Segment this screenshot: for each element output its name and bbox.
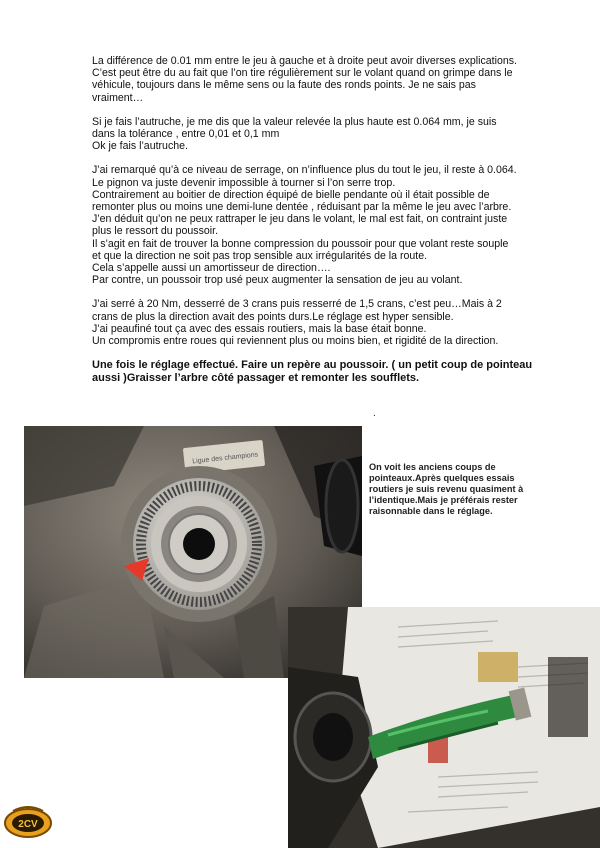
text-line: véhicule, toujours dans le même sens ou la faute des ronds points. Je ne sais pas [92,79,476,92]
text-line: J’en déduit qu’on ne peux rattraper le jeu dans le volant, le mal est fait, on contraint juste [92,213,508,226]
stray-dot: . [373,408,376,419]
text-line: Si je fais l’autruche, je me dis que la valeur relevée la plus haute est 0.064 mm, je suis [92,115,497,128]
text-line: Ok je fais l’autruche. [92,140,188,153]
logo-mark [3,801,53,841]
text-line: remonter plus ou moins une demi-lune dentée , réduisant par la même le jeu avec l’arbre. [92,201,512,214]
paragraph-3 [92,164,562,286]
caption-line: l’identique.Mais je préférais rester [369,495,518,505]
paragraph-2 [92,116,562,153]
caption-line: routiers je suis revenu quasiment à [369,484,524,494]
photo-caption [369,462,539,517]
text-line: vraiment… [92,91,144,104]
text-line: J’ai serré à 20 Nm, desserré de 3 crans puis resserré de 1,5 crans, c’est peu…Mais à 2 [92,298,502,311]
paragraph-1 [92,55,562,104]
main-text [92,55,562,397]
caption-line: pointeaux.Après quelques essais [369,473,515,483]
text-line: plus le ressort du poussoir. [92,225,219,238]
text-line: Contrairement au boitier de direction équipé de bielle pendante où il était possible de [92,188,490,201]
paragraph-4 [92,298,562,347]
text-line: Le pignon va juste devenir impossible à tourner si l’on serre trop. [92,176,396,189]
text-line: Un compromis entre roues qui reviennent plus ou moins bien, et rigidité de la direction. [92,335,499,348]
text-line: J’ai peaufiné tout ça avec des essais routiers, mais la base était bonne. [92,322,427,335]
text-line: La différence de 0.01 mm entre le jeu à gauche et à droite peut avoir diverses explications. [92,55,517,67]
text-line: dans la tolérance , entre 0,01 et 0,1 mm [92,128,280,141]
logo-text: 2CV [18,819,38,830]
bold-instruction-paragraph [92,359,562,385]
greased-shaft-illustration [288,607,600,848]
text-line: crans de plus la direction avait des points durs.Le réglage est hyper sensible. [92,310,454,323]
text-line: et que la direction ne soit pas trop sensible aux irrégularités de la route. [92,249,428,262]
text-line: J’ai remarqué qu’à ce niveau de serrage, on n’influence plus du tout le jeu, il reste à 0.064. [92,164,517,177]
tag-label: Ligue des champions [191,451,259,466]
text-line: Cela s’appelle aussi un amortisseur de direction…. [92,262,331,275]
text-line: aussi )Graisser l’arbre côté passager et remonter les soufflets. [92,372,420,385]
text-line: Par contre, un poussoir trop usé peux augmenter la sensation de jeu au volant. [92,274,463,287]
text-line: Il s’agit en fait de trouver la bonne compression du poussoir pour que volant reste souple [92,237,509,250]
site-logo [3,801,53,841]
caption-line: raisonnable dans le réglage. [369,506,493,516]
text-line: Une fois le réglage effectué. Faire un repère au poussoir. ( un petit coup de pointeau [92,359,533,372]
text-line: C’est peut être du au fait que l’on tire régulièrement sur le volant quand on grimpe dans le [92,67,513,80]
caption-line: On voit les anciens coups de [369,462,496,472]
greased-shaft-photo [288,607,600,848]
